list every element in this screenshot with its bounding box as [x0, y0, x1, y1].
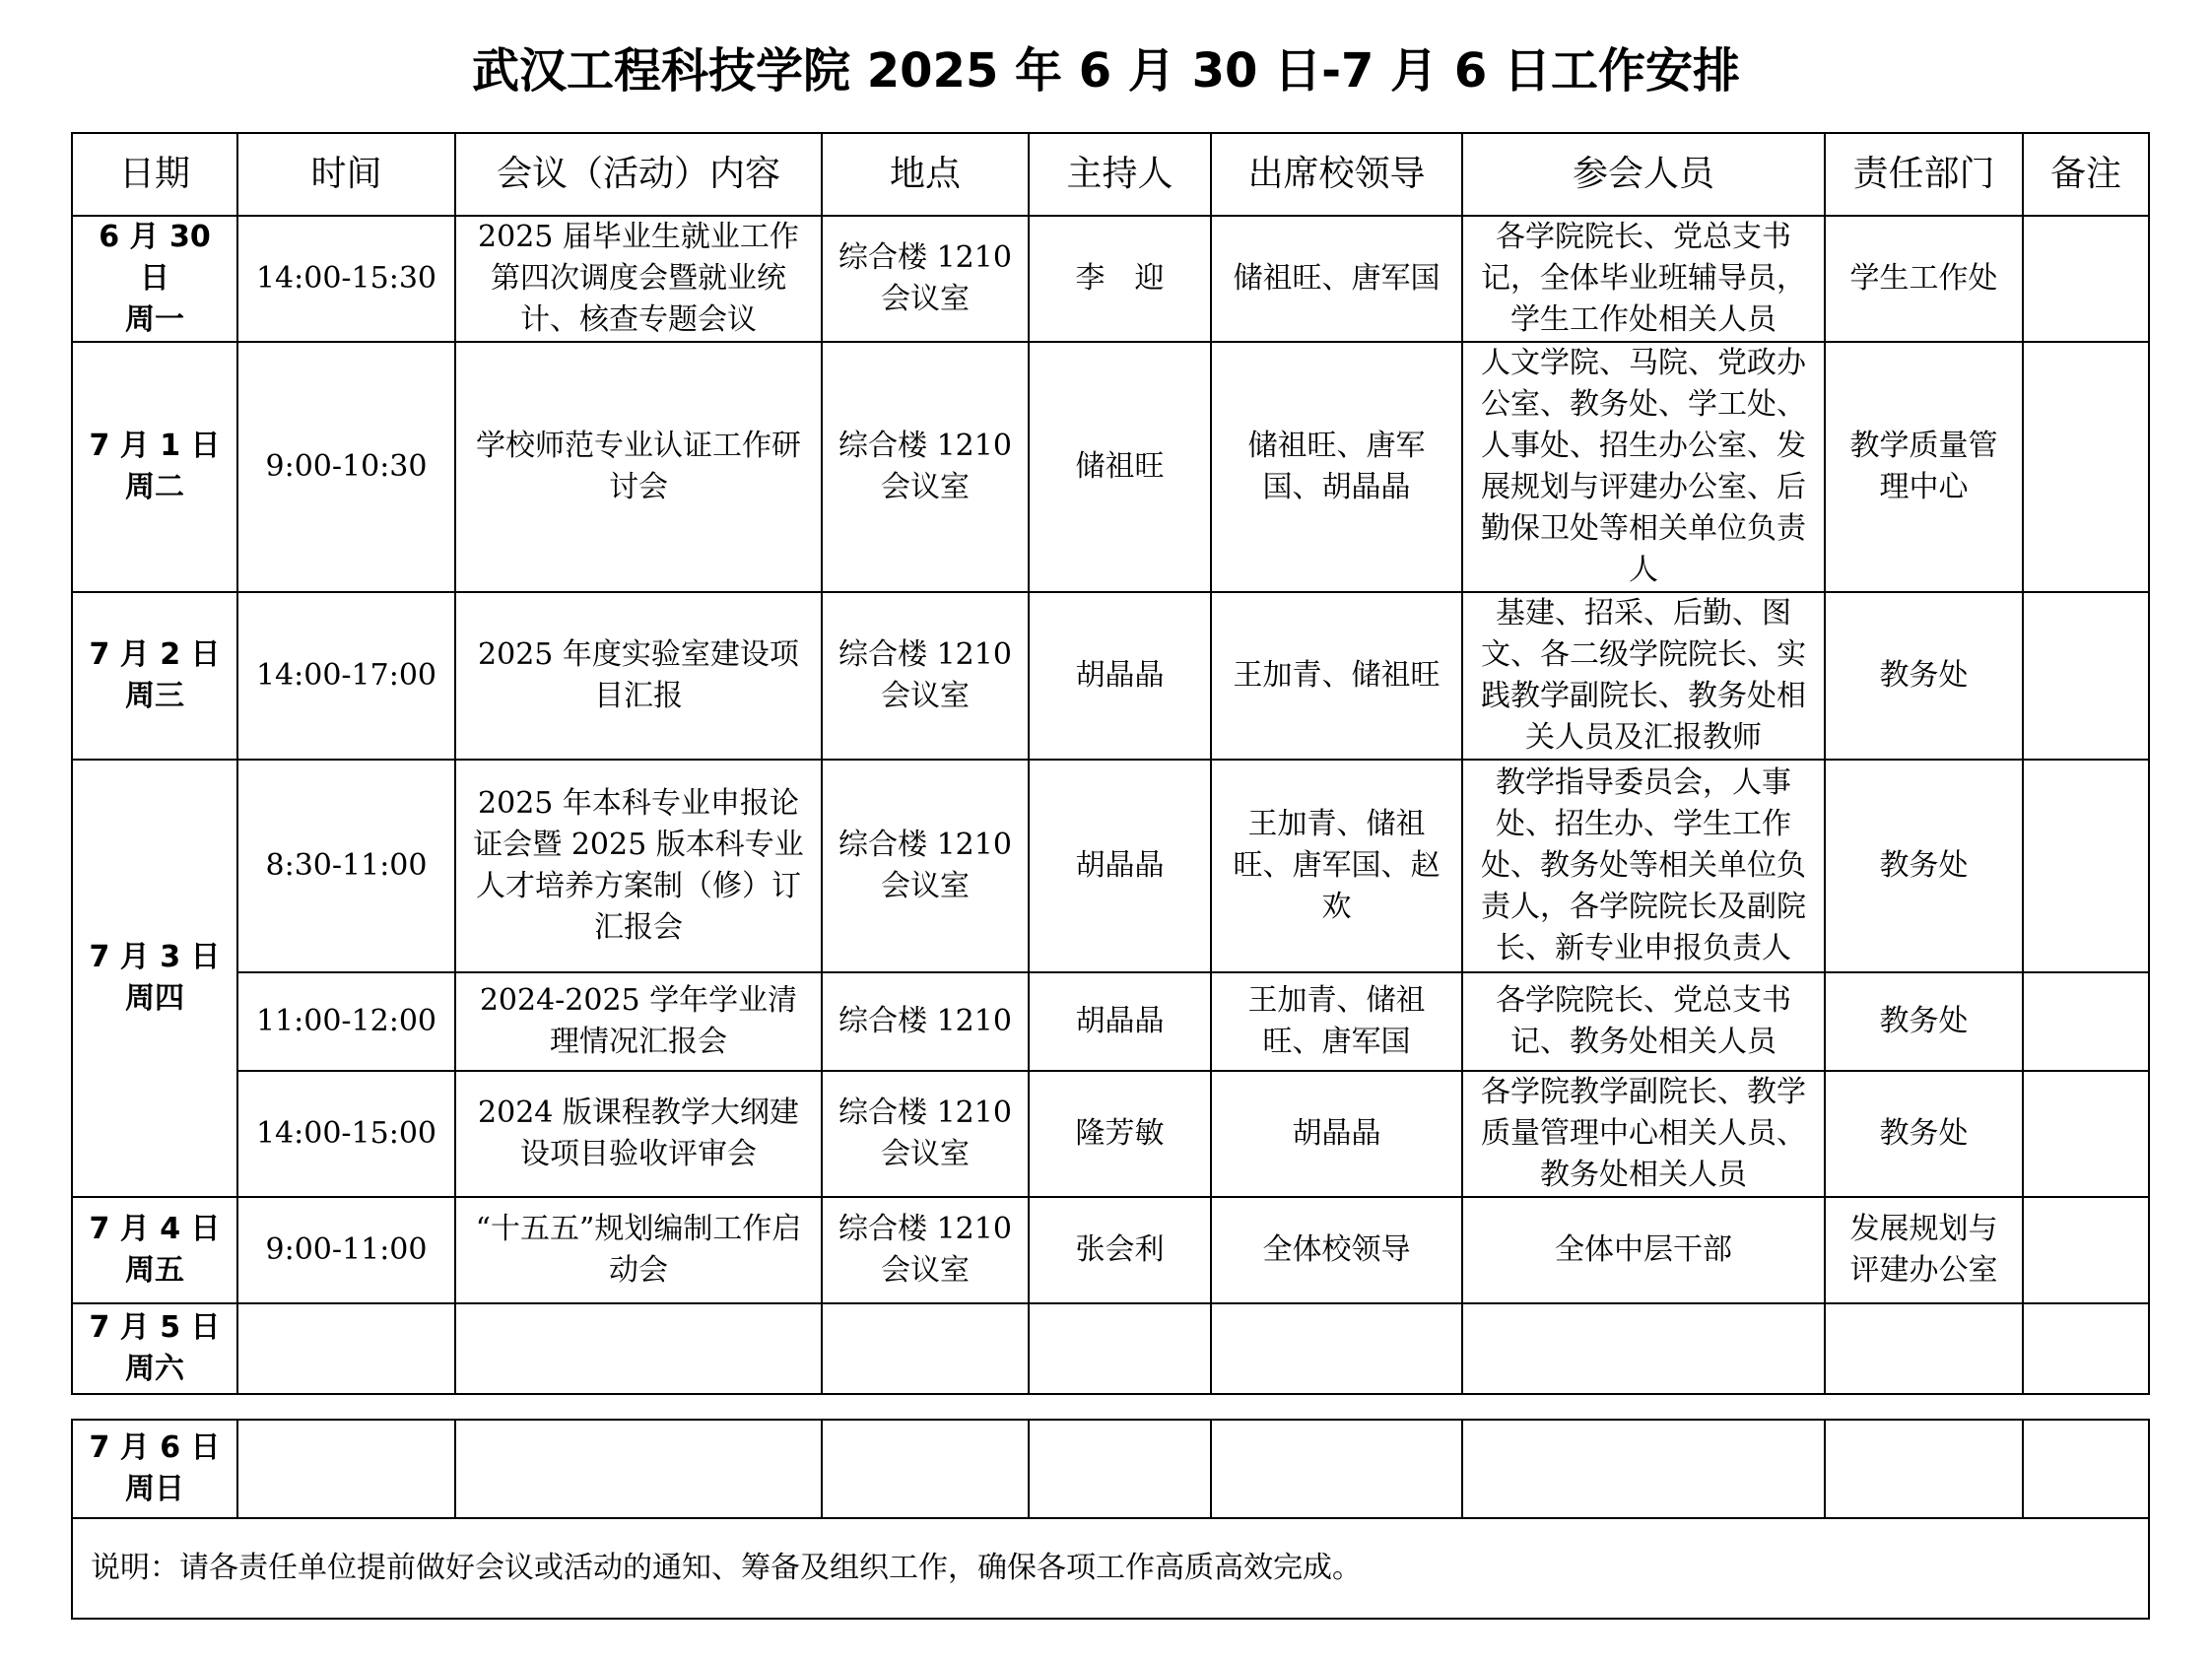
department-cell: 学生工作处	[1825, 216, 2023, 342]
host-cell: 李 迎	[1029, 216, 1211, 342]
time-cell	[237, 1420, 455, 1518]
host-cell: 张会利	[1029, 1197, 1211, 1303]
location-cell: 综合楼 1210	[822, 972, 1029, 1071]
date-cell	[72, 592, 237, 760]
header-remarks: 备注	[2023, 133, 2149, 216]
date-cell	[72, 342, 237, 592]
location-cell: 综合楼 1210 会议室	[822, 1197, 1029, 1303]
content-cell	[455, 1420, 822, 1518]
weekday-label: 周五	[125, 1253, 184, 1288]
host-cell	[1029, 1303, 1211, 1394]
content-cell: 2025 年本科专业申报论证会暨 2025 版本科专业人才培养方案制（修）订汇报会	[455, 760, 822, 972]
department-cell: 教务处	[1825, 1071, 2023, 1197]
time-cell	[237, 1303, 455, 1394]
location-cell: 综合楼 1210 会议室	[822, 1071, 1029, 1197]
attendees-cell	[1462, 1420, 1825, 1518]
leaders-cell: 储祖旺、唐军国、胡晶晶	[1211, 342, 1462, 592]
host-cell: 隆芳敏	[1029, 1071, 1211, 1197]
weekday-label: 周三	[125, 679, 184, 713]
host-cell: 胡晶晶	[1029, 972, 1211, 1071]
host-cell	[1029, 1420, 1211, 1518]
leaders-cell: 王加青、储祖旺、唐军国	[1211, 972, 1462, 1071]
attendees-cell: 各学院院长、党总支书记，全体毕业班辅导员，学生工作处相关人员	[1462, 216, 1825, 342]
note-text: 说明：请各责任单位提前做好会议或活动的通知、筹备及组织工作，确保各项工作高质高效完成。	[72, 1518, 2149, 1619]
department-cell: 教务处	[1825, 760, 2023, 972]
attendees-cell: 教学指导委员会，人事处、招生办、学生工作处、教务处等相关单位负责人，各学院院长及副院长、新专业申报负责人	[1462, 760, 1825, 972]
table-row	[72, 342, 2149, 592]
content-cell: 2025 届毕业生就业工作第四次调度会暨就业统计、核查专题会议	[455, 216, 822, 342]
date-label: 7 月 4 日	[89, 1212, 221, 1246]
remarks-cell	[2023, 972, 2149, 1071]
leaders-cell: 全体校领导	[1211, 1197, 1462, 1303]
attendees-cell: 人文学院、马院、党政办公室、教务处、学工处、人事处、招生办公室、发展规划与评建办公室、后勤保卫处等相关单位负责人	[1462, 342, 1825, 592]
leaders-cell: 储祖旺、唐军国	[1211, 216, 1462, 342]
location-cell: 综合楼 1210 会议室	[822, 592, 1029, 760]
weekday-label: 周四	[125, 981, 184, 1016]
location-cell: 综合楼 1210 会议室	[822, 342, 1029, 592]
header-time: 时间	[237, 133, 455, 216]
department-cell	[1825, 1420, 2023, 1518]
department-cell: 教务处	[1825, 592, 2023, 760]
location-cell: 综合楼 1210 会议室	[822, 760, 1029, 972]
host-cell: 胡晶晶	[1029, 760, 1211, 972]
department-cell: 发展规划与评建办公室	[1825, 1197, 2023, 1303]
remarks-cell	[2023, 216, 2149, 342]
table-row	[72, 1071, 2149, 1197]
remarks-cell	[2023, 1197, 2149, 1303]
leaders-cell	[1211, 1420, 1462, 1518]
date-label: 7 月 6 日	[89, 1430, 221, 1465]
header-leaders: 出席校领导	[1211, 133, 1462, 216]
location-cell	[822, 1420, 1029, 1518]
remarks-cell	[2023, 1420, 2149, 1518]
date-label: 7 月 3 日	[89, 940, 221, 974]
table-row	[72, 1303, 2149, 1394]
schedule-table	[71, 132, 2150, 1395]
date-cell	[72, 1303, 237, 1394]
date-label: 7 月 5 日	[89, 1310, 221, 1345]
location-cell: 综合楼 1210 会议室	[822, 216, 1029, 342]
department-cell	[1825, 1303, 2023, 1394]
table-row	[72, 972, 2149, 1071]
leaders-cell: 王加青、储祖旺	[1211, 592, 1462, 760]
content-cell: 学校师范专业认证工作研讨会	[455, 342, 822, 592]
time-cell: 14:00-15:00	[237, 1071, 455, 1197]
weekday-label: 周日	[125, 1472, 184, 1506]
date-cell	[72, 760, 237, 1197]
table-row	[72, 1420, 2149, 1518]
content-cell	[455, 1303, 822, 1394]
table-row	[72, 760, 2149, 972]
remarks-cell	[2023, 342, 2149, 592]
date-label: 6 月 30 日	[99, 220, 211, 296]
date-cell	[72, 216, 237, 342]
location-cell	[822, 1303, 1029, 1394]
date-cell	[72, 1420, 237, 1518]
attendees-cell: 基建、招采、后勤、图文、各二级学院院长、实践教学副院长、教务处相关人员及汇报教师	[1462, 592, 1825, 760]
department-cell: 教务处	[1825, 972, 2023, 1071]
table-row	[72, 1197, 2149, 1303]
remarks-cell	[2023, 1071, 2149, 1197]
date-label: 7 月 1 日	[89, 429, 221, 463]
weekday-label: 周二	[125, 470, 184, 504]
header-date: 日期	[72, 133, 237, 216]
time-cell: 8:30-11:00	[237, 760, 455, 972]
note-row	[72, 1518, 2149, 1619]
time-cell: 9:00-10:30	[237, 342, 455, 592]
remarks-cell	[2023, 760, 2149, 972]
header-location: 地点	[822, 133, 1029, 216]
header-attendees: 参会人员	[1462, 133, 1825, 216]
header-host: 主持人	[1029, 133, 1211, 216]
table-row	[72, 592, 2149, 760]
attendees-cell: 各学院教学副院长、教学质量管理中心相关人员、教务处相关人员	[1462, 1071, 1825, 1197]
attendees-cell: 全体中层干部	[1462, 1197, 1825, 1303]
leaders-cell: 王加青、储祖旺、唐军国、赵欢	[1211, 760, 1462, 972]
remarks-cell	[2023, 1303, 2149, 1394]
content-cell: 2024-2025 学年学业清理情况汇报会	[455, 972, 822, 1071]
date-cell	[72, 1197, 237, 1303]
time-cell: 14:00-17:00	[237, 592, 455, 760]
content-cell: “十五五”规划编制工作启动会	[455, 1197, 822, 1303]
leaders-cell: 胡晶晶	[1211, 1071, 1462, 1197]
host-cell: 胡晶晶	[1029, 592, 1211, 760]
attendees-cell: 各学院院长、党总支书记、教务处相关人员	[1462, 972, 1825, 1071]
time-cell: 14:00-15:30	[237, 216, 455, 342]
host-cell: 储祖旺	[1029, 342, 1211, 592]
department-cell: 教学质量管理中心	[1825, 342, 2023, 592]
attendees-cell	[1462, 1303, 1825, 1394]
weekday-label: 周六	[125, 1352, 184, 1386]
header-department: 责任部门	[1825, 133, 2023, 216]
table-header-row	[72, 133, 2149, 216]
weekday-label: 周一	[125, 302, 184, 337]
time-cell: 11:00-12:00	[237, 972, 455, 1071]
time-cell: 9:00-11:00	[237, 1197, 455, 1303]
header-content: 会议（活动）内容	[455, 133, 822, 216]
content-cell: 2024 版课程教学大纲建设项目验收评审会	[455, 1071, 822, 1197]
content-cell: 2025 年度实验室建设项目汇报	[455, 592, 822, 760]
remarks-cell	[2023, 592, 2149, 760]
sunday-table	[71, 1419, 2150, 1620]
date-label: 7 月 2 日	[89, 637, 221, 672]
leaders-cell	[1211, 1303, 1462, 1394]
table-row	[72, 216, 2149, 342]
page-title: 武汉工程科技学院 2025 年 6 月 30 日-7 月 6 日工作安排	[472, 43, 1740, 99]
